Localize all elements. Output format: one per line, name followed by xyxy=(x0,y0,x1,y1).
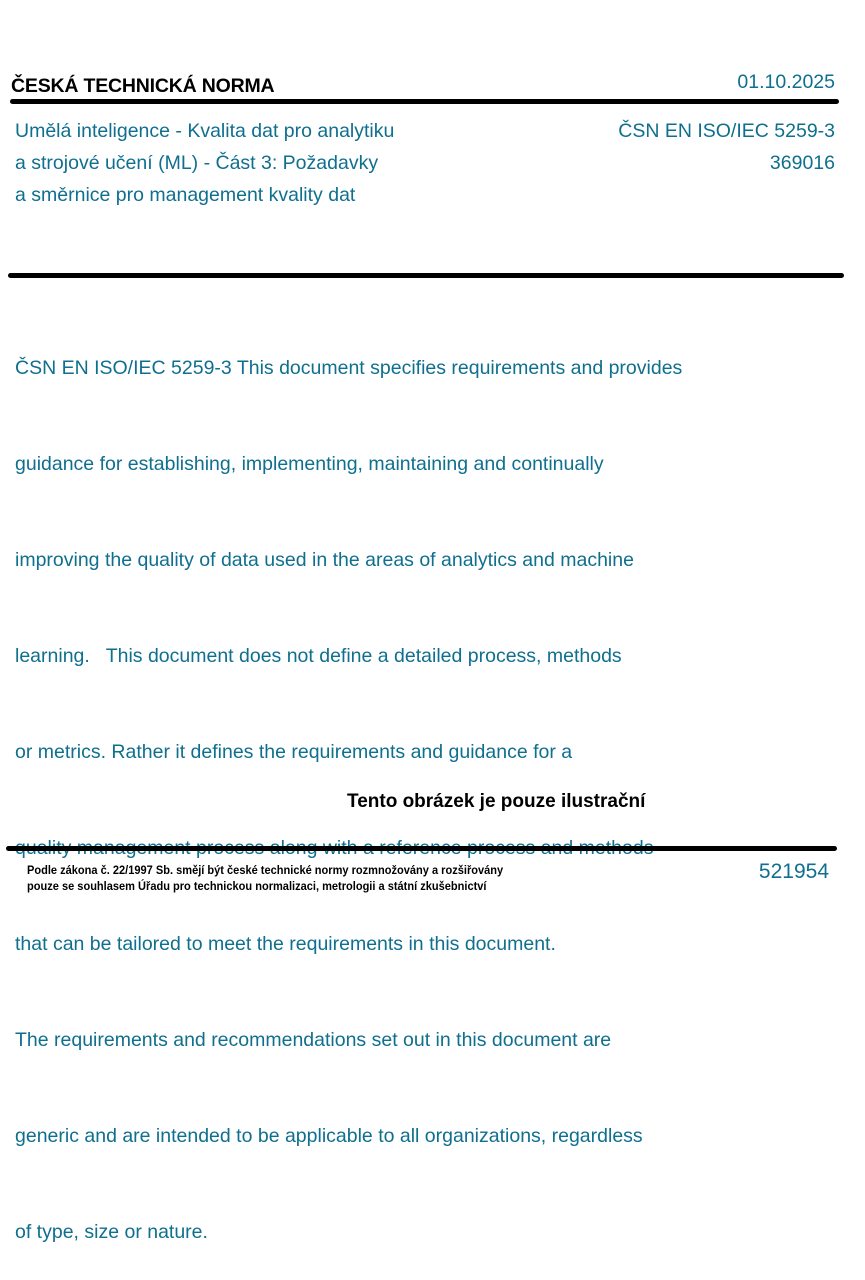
abstract-line: of type, size or nature. xyxy=(15,1221,208,1243)
abstract-line: learning. This document does not define a detailed process, methods xyxy=(15,645,622,667)
legal-line: Podle zákona č. 22/1997 Sb. smějí být české technické normy rozmnožovány a rozšiřovány xyxy=(27,863,504,877)
document-title xyxy=(15,115,394,211)
standard-identifiers xyxy=(618,115,835,179)
abstract-line: guidance for establishing, implementing, maintaining and continually xyxy=(15,453,604,475)
legal-notice xyxy=(27,862,503,894)
abstract-line: improving the quality of data used in the areas of analytics and machine xyxy=(15,549,634,571)
section-divider xyxy=(8,273,844,278)
abstract-line: The requirements and recommendations set out in this document are xyxy=(15,1029,612,1051)
document-id: 521954 xyxy=(758,860,829,883)
title-line: a směrnice pro management kvality dat xyxy=(15,184,356,206)
class-number: 369016 xyxy=(769,152,835,174)
header-divider xyxy=(10,99,839,104)
standard-code: ČSN EN ISO/IEC 5259-3 xyxy=(618,120,835,142)
title-line: Umělá inteligence - Kvalita dat pro analytiku xyxy=(15,120,395,142)
legal-line: pouze se souhlasem Úřadu pro technickou normalizaci, metrologii a státní zkušebnictví xyxy=(27,879,487,893)
abstract-text xyxy=(15,288,682,1280)
title-line: a strojové učení (ML) - Část 3: Požadavky xyxy=(15,152,379,174)
publication-date: 01.10.2025 xyxy=(737,71,835,93)
abstract-line: generic and are intended to be applicable to all organizations, regardless xyxy=(15,1125,643,1147)
abstract-line: or metrics. Rather it defines the requirements and guidance for a xyxy=(15,741,573,763)
abstract-line: that can be tailored to meet the requirements in this document. xyxy=(15,933,556,955)
abstract-line: ČSN EN ISO/IEC 5259-3 This document specifies requirements and provides xyxy=(15,357,683,379)
standard-label: ČESKÁ TECHNICKÁ NORMA xyxy=(11,75,275,97)
illustration-notice: Tento obrázek je pouze ilustrační xyxy=(347,791,646,812)
footer-divider xyxy=(6,846,837,851)
